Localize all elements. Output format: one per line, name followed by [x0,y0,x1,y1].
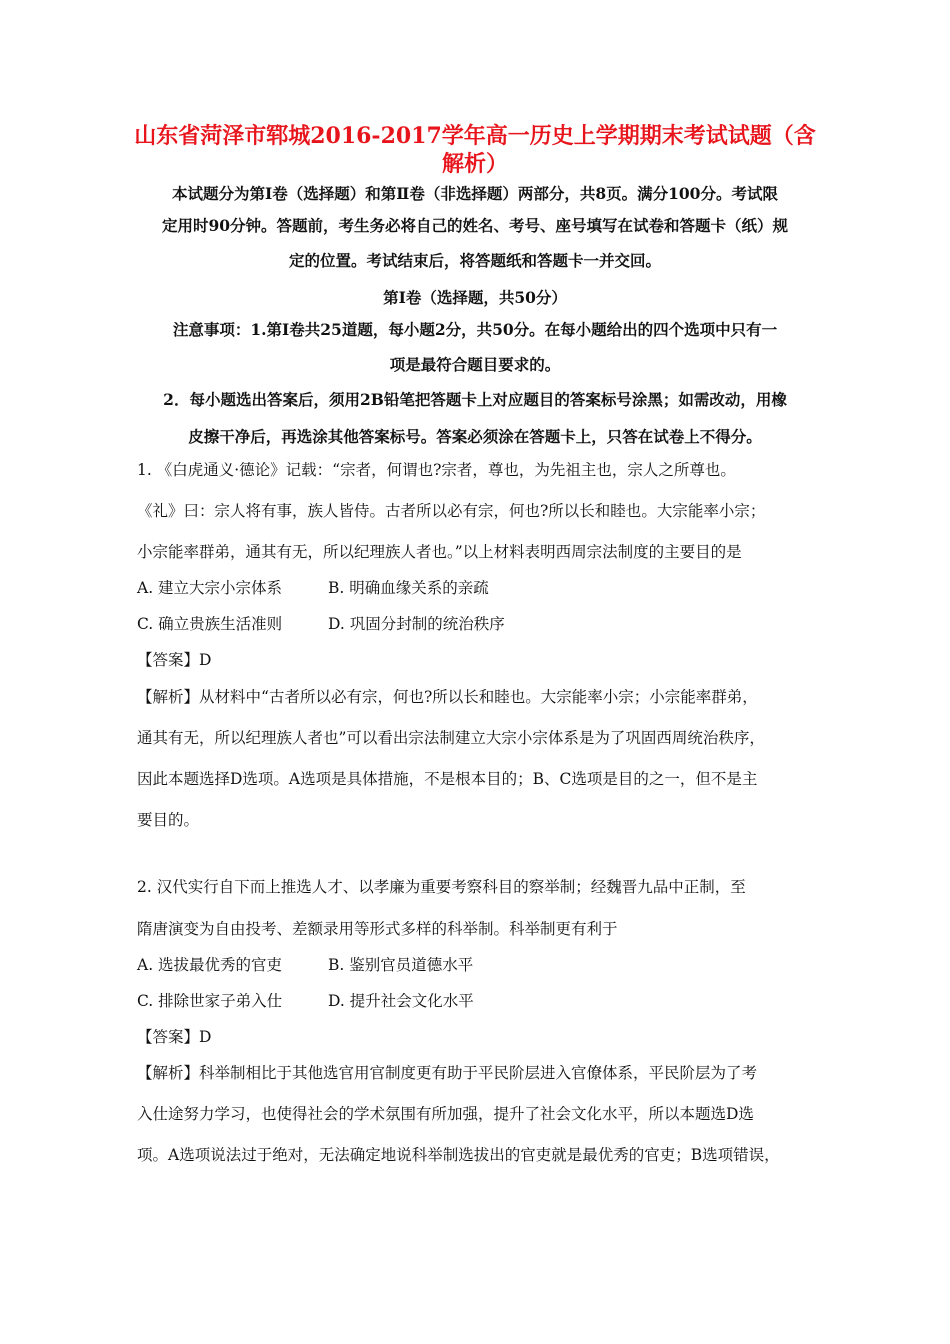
q2-option-a: A. 选拔最优秀的官吏 [137,956,283,974]
q1-analysis-line-4: 要目的。 [137,811,200,829]
q1-stem-line-1: 1. 《白虎通义·德论》记载：“宗者，何谓也?宗者，尊也，为先祖主也，宗人之所尊也。 [137,461,736,479]
q1-option-b: B. 明确血缘关系的亲疏 [328,579,489,597]
q1-analysis-line-1 [137,687,758,707]
q1-analysis-line-2: 通其有无，所以纪理族人者也”可以看出宗法制建立大宗小宗体系是为了巩固西周统治秩序， [137,729,765,747]
q1-stem-line-2: 《礼》曰：宗人将有事，族人皆侍。古者所以必有宗，何也?所以长和睦也。大宗能率小宗； [137,502,766,520]
q1-option-c: C. 确立贵族生活准则 [137,615,283,633]
q1-analysis-text-1: 从材料中“古者所以必有宗，何也?所以长和睦也。大宗能率小宗；小宗能率群弟， [199,688,758,706]
q2-option-b: B. 鉴别官员道德水平 [328,956,474,974]
q2-answer: 【答案】D [137,1028,212,1046]
q1-analysis-line-3: 因此本题选择D选项。A选项是具体措施，不是根本目的；B、C选项是目的之一，但不是主 [137,770,758,788]
notes-line-4: 皮擦干净后，再选涂其他答案标号。答案必须涂在答题卡上，只答在试卷上不得分。 [188,427,762,446]
q2-analysis-text-1: 科举制相比于其他选官用官制度更有助于平民阶层进入官僚体系，平民阶层为了考 [199,1064,758,1082]
q2-stem-line-1: 2. 汉代实行自下而上推选人才、以孝廉为重要考察科目的察举制；经魏晋九品中正制，至 [137,878,746,896]
notes-line-2: 项是最符合题目要求的。 [389,355,561,374]
q2-analysis-line-1 [137,1063,757,1083]
q1-answer: 【答案】D [137,651,212,669]
q2-analysis-tag: 【解析】 [137,1064,200,1082]
q2-analysis-line-3: 项。A选项说法过于绝对，无法确定地说科举制选拔出的官吏就是最优秀的官吏；B选项错误， [137,1146,780,1164]
section-title: 第Ⅰ卷（选择题，共50分） [383,288,567,307]
q1-stem-line-3: 小宗能率群弟，通其有无，所以纪理族人者也。”以上材料表明西周宗法制度的主要目的是 [137,543,742,561]
notes-line-3: 2．每小题选出答案后，须用2B铅笔把答题卡上对应题目的答案标号涂黑；如需改动，用橡 [163,390,787,409]
q2-analysis-line-2: 入仕途努力学习，也使得社会的学术氛围有所加强，提升了社会文化水平，所以本题选D选 [137,1105,754,1123]
q2-option-c: C. 排除世家子弟入仕 [137,992,283,1010]
document-title-line-1: 山东省菏泽市郓城2016-2017学年高一历史上学期期末考试试题（含 [134,123,816,149]
q2-stem-line-2: 隋唐演变为自由投考、差额录用等形式多样的科举制。科举制更有利于 [137,920,618,938]
notes-line-1: 注意事项：1.第Ⅰ卷共25道题，每小题2分，共50分。在每小题给出的四个选项中只有一 [172,320,778,339]
q1-option-d: D. 巩固分封制的统治秩序 [328,615,505,633]
intro-line-2: 定用时90分钟。答题前，考生务必将自己的姓名、考号、座号填写在试卷和答题卡（纸）规 [161,216,789,235]
intro-line-3: 定的位置。考试结束后，将答题纸和答题卡一并交回。 [288,251,661,270]
document-title-line-2: 解析） [441,151,508,177]
q2-option-d: D. 提升社会文化水平 [328,992,474,1010]
q1-option-a: A. 建立大宗小宗体系 [137,579,283,597]
intro-line-1: 本试题分为第Ⅰ卷（选择题）和第Ⅱ卷（非选择题）两部分，共8页。满分100分。考试限 [172,184,778,203]
q1-analysis-tag: 【解析】 [137,688,200,706]
